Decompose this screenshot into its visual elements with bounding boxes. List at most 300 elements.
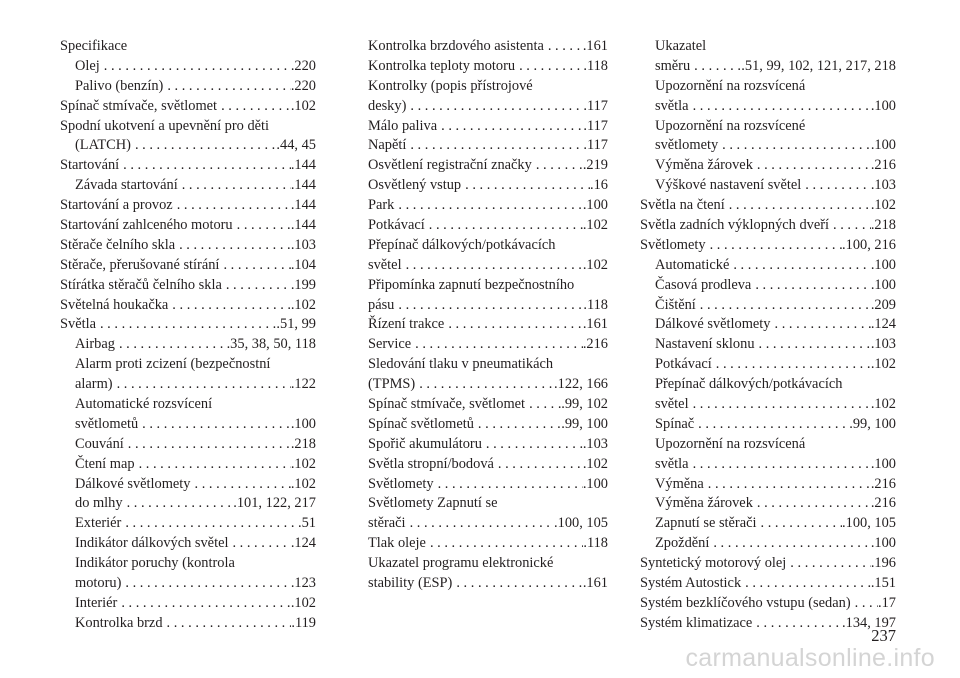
dot-leader	[690, 57, 741, 77]
index-entry	[60, 97, 316, 117]
index-entry	[640, 216, 896, 236]
dot-leader	[415, 375, 554, 395]
dot-leader	[689, 455, 871, 475]
dot-leader	[712, 355, 871, 375]
index-entry	[60, 77, 316, 97]
index-entry	[60, 395, 316, 415]
index-entry-pages: .100	[582, 475, 608, 492]
index-column-3	[640, 37, 896, 634]
index-entry-term: Výměna žárovek	[655, 157, 753, 174]
dot-leader	[402, 256, 583, 276]
index-entry	[60, 534, 316, 554]
dot-leader	[709, 534, 870, 554]
dot-leader	[725, 196, 871, 216]
dot-leader	[757, 514, 843, 534]
index-entry-term: světla	[655, 455, 689, 472]
dot-leader	[233, 216, 291, 236]
index-entry-pages: .124	[290, 535, 316, 552]
index-entry-pages: .117	[583, 97, 608, 114]
index-entry-term: Výměna žárovek	[655, 495, 753, 512]
index-entry	[60, 514, 316, 534]
index-entry-pages: .103	[582, 435, 608, 452]
dot-leader	[123, 494, 234, 514]
index-entry-term: světla	[655, 97, 689, 114]
index-entry-pages: .102	[290, 475, 316, 492]
index-entry-pages: .118	[583, 296, 608, 313]
dot-leader	[121, 574, 290, 594]
index-entry-pages: .144	[290, 177, 316, 194]
index-entry-pages: .218	[870, 217, 896, 234]
dot-leader	[753, 156, 871, 176]
dot-leader	[121, 514, 298, 534]
index-entry-term: pásu	[368, 296, 395, 313]
index-entry-term: Stěrače, přerušované stírání	[60, 256, 220, 273]
index-entry	[60, 156, 316, 176]
dot-leader	[801, 176, 871, 196]
index-entry-pages: .104	[290, 256, 316, 273]
index-entry	[60, 614, 316, 634]
index-entry-pages: .161	[582, 38, 608, 54]
dot-leader	[474, 415, 561, 435]
dot-leader	[515, 57, 583, 77]
index-entry	[368, 534, 608, 554]
index-entry	[368, 315, 608, 335]
index-entry-term: Spínač světlometů	[368, 415, 474, 432]
index-column-2	[368, 37, 608, 594]
index-entry-term: Připomínka zapnutí bezpečnostního	[368, 276, 575, 293]
dot-leader	[117, 594, 290, 614]
index-entry-pages: .100, 216	[842, 236, 896, 253]
index-entry-pages: .51, 99, 102, 121, 217, 218	[741, 57, 896, 74]
dot-leader	[751, 276, 871, 296]
index-entry-pages: .216	[870, 157, 896, 174]
dot-leader	[228, 534, 290, 554]
index-entry-pages: .220	[290, 77, 316, 94]
index-entry	[60, 494, 316, 514]
index-entry-term: Zpoždění	[655, 535, 710, 552]
index-entry	[640, 97, 896, 117]
index-entry-pages: .218	[290, 435, 316, 452]
index-entry-pages: .216	[870, 495, 896, 512]
index-entry	[640, 475, 896, 495]
index-entry	[368, 375, 608, 395]
index-entry-pages: .99, 100	[849, 415, 896, 432]
index-entry	[60, 335, 316, 355]
index-entry-pages: .99, 100	[561, 415, 608, 432]
index-entry-pages: .209	[870, 296, 896, 313]
dot-leader	[753, 494, 871, 514]
index-entry	[368, 37, 608, 57]
index-entry-pages: .35, 38, 50, 118	[226, 336, 316, 353]
index-entry	[368, 136, 608, 156]
index-entry-pages: .102	[582, 217, 608, 234]
index-entry-term: Indikátor dálkových světel	[75, 535, 229, 552]
index-entry-pages: .44, 45	[276, 137, 316, 154]
index-entry	[60, 276, 316, 296]
index-entry	[60, 355, 316, 375]
index-entry-pages: .161	[582, 575, 608, 592]
index-entry-term: Světlomety	[368, 475, 434, 492]
index-entry-term: Světlomety	[640, 236, 706, 253]
index-entry-term: Potkávací	[368, 217, 425, 234]
index-entry	[368, 395, 608, 415]
index-entry-term: Park	[368, 197, 395, 214]
dot-leader	[755, 335, 871, 355]
index-entry-pages: .102	[582, 455, 608, 472]
index-entry-pages: .51, 99	[276, 316, 316, 333]
index-entry-pages: .144	[290, 157, 316, 174]
index-entry-term: Startování	[60, 157, 120, 174]
index-entry	[640, 256, 896, 276]
index-entry-term: Spínač	[655, 415, 695, 432]
index-entry	[60, 574, 316, 594]
index-entry	[368, 196, 608, 216]
dot-leader	[115, 335, 227, 355]
index-entry	[60, 136, 316, 156]
index-entry	[640, 435, 896, 455]
index-entry-term: Spořič akumulátoru	[368, 435, 482, 452]
index-entry-term: Automatické	[655, 256, 730, 273]
index-entry-term: Výměna	[655, 475, 704, 492]
dot-leader	[222, 276, 291, 296]
index-entry	[640, 494, 896, 514]
index-entry-pages: .118	[583, 535, 608, 552]
index-entry-term: Upozornění na rozsvícené	[655, 117, 806, 134]
index-entry	[640, 415, 896, 435]
index-entry-pages: .103	[870, 177, 896, 194]
index-entry	[60, 296, 316, 316]
dot-leader	[532, 156, 583, 176]
index-entry-term: Systém bezklíčového vstupu (sedan)	[640, 594, 851, 611]
dot-leader	[131, 136, 276, 156]
index-entry-pages: .100	[870, 276, 896, 293]
index-entry	[640, 315, 896, 335]
index-entry-term: Dálkové světlomety	[655, 316, 771, 333]
index-entry-term: Tlak oleje	[368, 535, 426, 552]
index-entry	[640, 77, 896, 97]
index-entry-term: Specifikace	[60, 38, 128, 54]
dot-leader	[411, 335, 583, 355]
index-entry-pages: .100	[870, 256, 896, 273]
dot-leader	[168, 296, 291, 316]
index-entry	[368, 494, 608, 514]
dot-leader	[394, 196, 582, 216]
index-entry	[60, 236, 316, 256]
index-entry-pages: .124	[870, 316, 896, 333]
index-entry-term: stěrači	[368, 515, 406, 532]
index-entry-pages: .102	[290, 594, 316, 611]
index-entry-pages: .100	[870, 137, 896, 154]
dot-leader	[119, 156, 291, 176]
index-entry	[368, 574, 608, 594]
index-entry	[368, 296, 608, 316]
index-entry	[60, 475, 316, 495]
index-entry-term: Přepínač dálkových/potkávacích	[655, 376, 843, 393]
index-entry-pages: .144	[290, 197, 316, 214]
dot-leader	[851, 594, 878, 614]
index-entry-term: Systém Autostick	[640, 575, 742, 592]
index-entry	[60, 256, 316, 276]
index-entry	[640, 117, 896, 137]
dot-leader	[444, 315, 583, 335]
dot-leader	[437, 117, 583, 137]
index-entry	[368, 156, 608, 176]
index-entry-term: Startování zahlceného motoru	[60, 217, 233, 234]
index-entry	[60, 594, 316, 614]
index-entry	[60, 196, 316, 216]
index-entry	[640, 156, 896, 176]
index-entry	[368, 335, 608, 355]
index-entry-term: Závada startování	[75, 177, 178, 194]
index-entry-term: motoru)	[75, 575, 122, 592]
index-entry	[640, 196, 896, 216]
dot-leader	[406, 514, 554, 534]
dot-leader	[434, 475, 583, 495]
dot-leader	[113, 375, 291, 395]
index-entry-term: Málo paliva	[368, 117, 438, 134]
index-entry	[60, 315, 316, 335]
index-entry	[640, 296, 896, 316]
dot-leader	[425, 216, 583, 236]
index-entry-term: Přepínač dálkových/potkávacích	[368, 236, 556, 253]
index-entry	[60, 176, 316, 196]
dot-leader	[689, 97, 871, 117]
dot-leader	[217, 97, 291, 117]
index-entry-term: Světla	[60, 316, 96, 333]
index-entry-pages: .122	[290, 376, 316, 393]
index-entry-pages: .102	[582, 256, 608, 273]
index-entry-term: Světelná houkačka	[60, 296, 169, 313]
index-entry-pages: .100, 105	[842, 515, 896, 532]
index-entry	[60, 216, 316, 236]
index-entry-term: Stírátka stěračů čelního skla	[60, 276, 222, 293]
index-entry-pages: .119	[291, 614, 316, 631]
index-entry	[640, 176, 896, 196]
index-entry-term: Indikátor poruchy (kontrola	[75, 555, 235, 572]
dot-leader	[704, 475, 871, 495]
index-entry-term: Světla stropní/bodová	[368, 455, 494, 472]
index-entry-pages: .17	[878, 594, 896, 611]
index-entry-term: světlomety	[655, 137, 719, 154]
index-entry-term: Dálkové světlomety	[75, 475, 191, 492]
index-entry	[640, 614, 896, 634]
index-entry-term: Startování a provoz	[60, 197, 173, 214]
index-entry-term: Kontrolka brzdového asistenta	[368, 38, 544, 54]
index-entry-term: Světla zadních výklopných dveří	[640, 217, 830, 234]
index-entry	[640, 136, 896, 156]
index-entry-term: Interiér	[75, 594, 118, 611]
dot-leader	[175, 236, 291, 256]
dot-leader	[786, 554, 871, 574]
index-entry-pages: .144	[290, 217, 316, 234]
index-entry-pages: .101, 122, 217	[233, 495, 316, 512]
dot-leader	[178, 176, 291, 196]
index-entry-term: Světla na čtení	[640, 197, 725, 214]
index-entry-term: Sledování tlaku v pneumatikách	[368, 356, 554, 373]
index-entry-term: Alarm proti zcizení (bezpečnostní	[75, 356, 271, 373]
index-entry	[368, 435, 608, 455]
index-entry-term: Čtení map	[75, 455, 135, 472]
dot-leader	[100, 57, 291, 77]
dot-leader	[394, 296, 583, 316]
dot-leader	[191, 475, 291, 495]
index-entry	[60, 415, 316, 435]
dot-leader	[729, 256, 870, 276]
index-entry-term: světlometů	[75, 415, 139, 432]
index-entry	[640, 514, 896, 534]
index-entry	[368, 216, 608, 236]
index-entry-pages: .100	[870, 97, 896, 114]
index-entry-term: Napětí	[368, 137, 407, 154]
index-entry-term: Zapnutí se stěrači	[655, 515, 757, 532]
index-entry-term: Automatické rozsvícení	[75, 396, 213, 413]
index-entry	[60, 375, 316, 395]
index-entry-pages: .151	[870, 575, 896, 592]
dot-leader	[138, 415, 291, 435]
index-entry-term: Časová prodleva	[655, 276, 752, 293]
index-entry-pages: .118	[583, 57, 608, 74]
index-entry	[60, 117, 316, 137]
index-entry-pages: .102	[870, 356, 896, 373]
dot-leader	[452, 574, 582, 594]
index-entry-term: Olej	[75, 57, 100, 74]
index-entry-term: Spínač stmívače, světlomet	[368, 396, 526, 413]
index-entry	[368, 256, 608, 276]
index-entry-pages: .196	[870, 555, 896, 572]
index-entry-pages: .219	[582, 157, 608, 174]
index-entry	[640, 57, 896, 77]
index-entry	[640, 455, 896, 475]
index-entry	[368, 415, 608, 435]
index-entry-term: Palivo (benzín)	[75, 77, 164, 94]
index-entry-term: Kontrolka brzd	[75, 614, 163, 631]
index-entry	[368, 455, 608, 475]
index-entry-term: světel	[368, 256, 402, 273]
index-entry-term: Syntetický motorový olej	[640, 555, 787, 572]
index-entry	[640, 37, 896, 57]
index-entry	[368, 117, 608, 137]
index-entry	[640, 534, 896, 554]
index-entry-pages: .102	[290, 455, 316, 472]
index-entry-term: Výškové nastavení světel	[655, 177, 802, 194]
index-entry-term: Nastavení sklonu	[655, 336, 755, 353]
index-entry-pages: .103	[290, 236, 316, 253]
index-entry-term: do mlhy	[75, 495, 123, 512]
index-entry-pages: .99, 102	[561, 396, 608, 413]
dot-leader	[718, 136, 871, 156]
index-entry-term: Ukazatel programu elektronické	[368, 555, 554, 572]
dot-leader	[461, 176, 590, 196]
dot-leader	[544, 37, 583, 57]
dot-leader	[696, 296, 871, 316]
index-entry-term: Exteriér	[75, 515, 122, 532]
index-entry	[60, 455, 316, 475]
index-entry-pages: .51	[298, 515, 316, 532]
index-entry-pages: .100	[582, 197, 608, 214]
dot-leader	[482, 435, 583, 455]
watermark-logo: carmanualsonline.info	[685, 644, 935, 672]
dot-leader	[96, 315, 276, 335]
index-entry-term: Airbag	[75, 336, 115, 353]
index-entry-term: Couvání	[75, 435, 124, 452]
dot-leader	[173, 196, 291, 216]
index-entry-term: alarm)	[75, 376, 113, 393]
index-entry-pages: .102	[290, 97, 316, 114]
index-entry-pages: .117	[583, 137, 608, 154]
index-entry-pages: .100, 105	[554, 515, 608, 532]
index-entry-pages: .102	[870, 396, 896, 413]
dot-leader	[752, 614, 842, 634]
index-entry-term: stability (ESP)	[368, 575, 453, 592]
index-entry	[368, 554, 608, 574]
index-entry-pages: .100	[870, 455, 896, 472]
dot-leader	[163, 77, 290, 97]
dot-leader	[406, 97, 583, 117]
index-entry-pages: .122, 166	[554, 376, 608, 393]
index-entry-pages: .123	[290, 575, 316, 592]
dot-leader	[124, 435, 291, 455]
index-entry-pages: .220	[290, 57, 316, 74]
index-entry-term: směru	[655, 57, 691, 74]
index-entry-term: (LATCH)	[75, 137, 131, 154]
index-entry-term: Upozornění na rozsvícená	[655, 435, 806, 452]
index-entry	[640, 395, 896, 415]
index-entry-term: Kontrolky (popis přístrojové	[368, 77, 533, 94]
index-entry	[640, 574, 896, 594]
index-entry-term: světel	[655, 396, 689, 413]
index-entry-pages: .134, 197	[842, 614, 896, 631]
index-entry	[640, 276, 896, 296]
dot-leader	[525, 395, 561, 415]
index-entry-term: Světlomety Zapnutí se	[368, 495, 498, 512]
dot-leader	[771, 315, 871, 335]
dot-leader	[219, 256, 290, 276]
index-entry	[640, 375, 896, 395]
index-entry-pages: .100	[290, 415, 316, 432]
dot-leader	[694, 415, 849, 435]
index-entry	[640, 554, 896, 574]
index-entry-term: Řízení trakce	[368, 316, 445, 333]
index-entry	[368, 57, 608, 77]
index-entry-term: Spínač stmívače, světlomet	[60, 97, 218, 114]
index-entry	[368, 77, 608, 97]
index-entry-pages: .103	[870, 336, 896, 353]
index-entry	[368, 355, 608, 375]
index-entry-pages: .102	[870, 197, 896, 214]
page-number: 237	[871, 626, 896, 645]
index-entry-pages: .199	[290, 276, 316, 293]
dot-leader	[494, 455, 583, 475]
index-entry-term: Spodní ukotvení a upevnění pro děti	[60, 117, 270, 134]
index-entry-pages: .117	[583, 117, 608, 134]
index-entry	[640, 594, 896, 614]
index-entry	[368, 514, 608, 534]
dot-leader	[829, 216, 871, 236]
index-entry-term: Čištění	[655, 296, 696, 313]
index-entry-term: Potkávací	[655, 356, 712, 373]
index-entry-term: Service	[368, 336, 412, 353]
index-entry	[60, 37, 316, 57]
index-column-1	[60, 37, 316, 634]
index-entry-pages: .100	[870, 535, 896, 552]
index-entry-pages: .16	[590, 177, 608, 194]
index-entry-term: Osvětlený vstup	[368, 177, 462, 194]
index-entry	[640, 236, 896, 256]
index-entry-term: Kontrolka teploty motoru	[368, 57, 516, 74]
dot-leader	[426, 534, 583, 554]
index-entry	[640, 335, 896, 355]
index-entry-term: desky)	[368, 97, 407, 114]
